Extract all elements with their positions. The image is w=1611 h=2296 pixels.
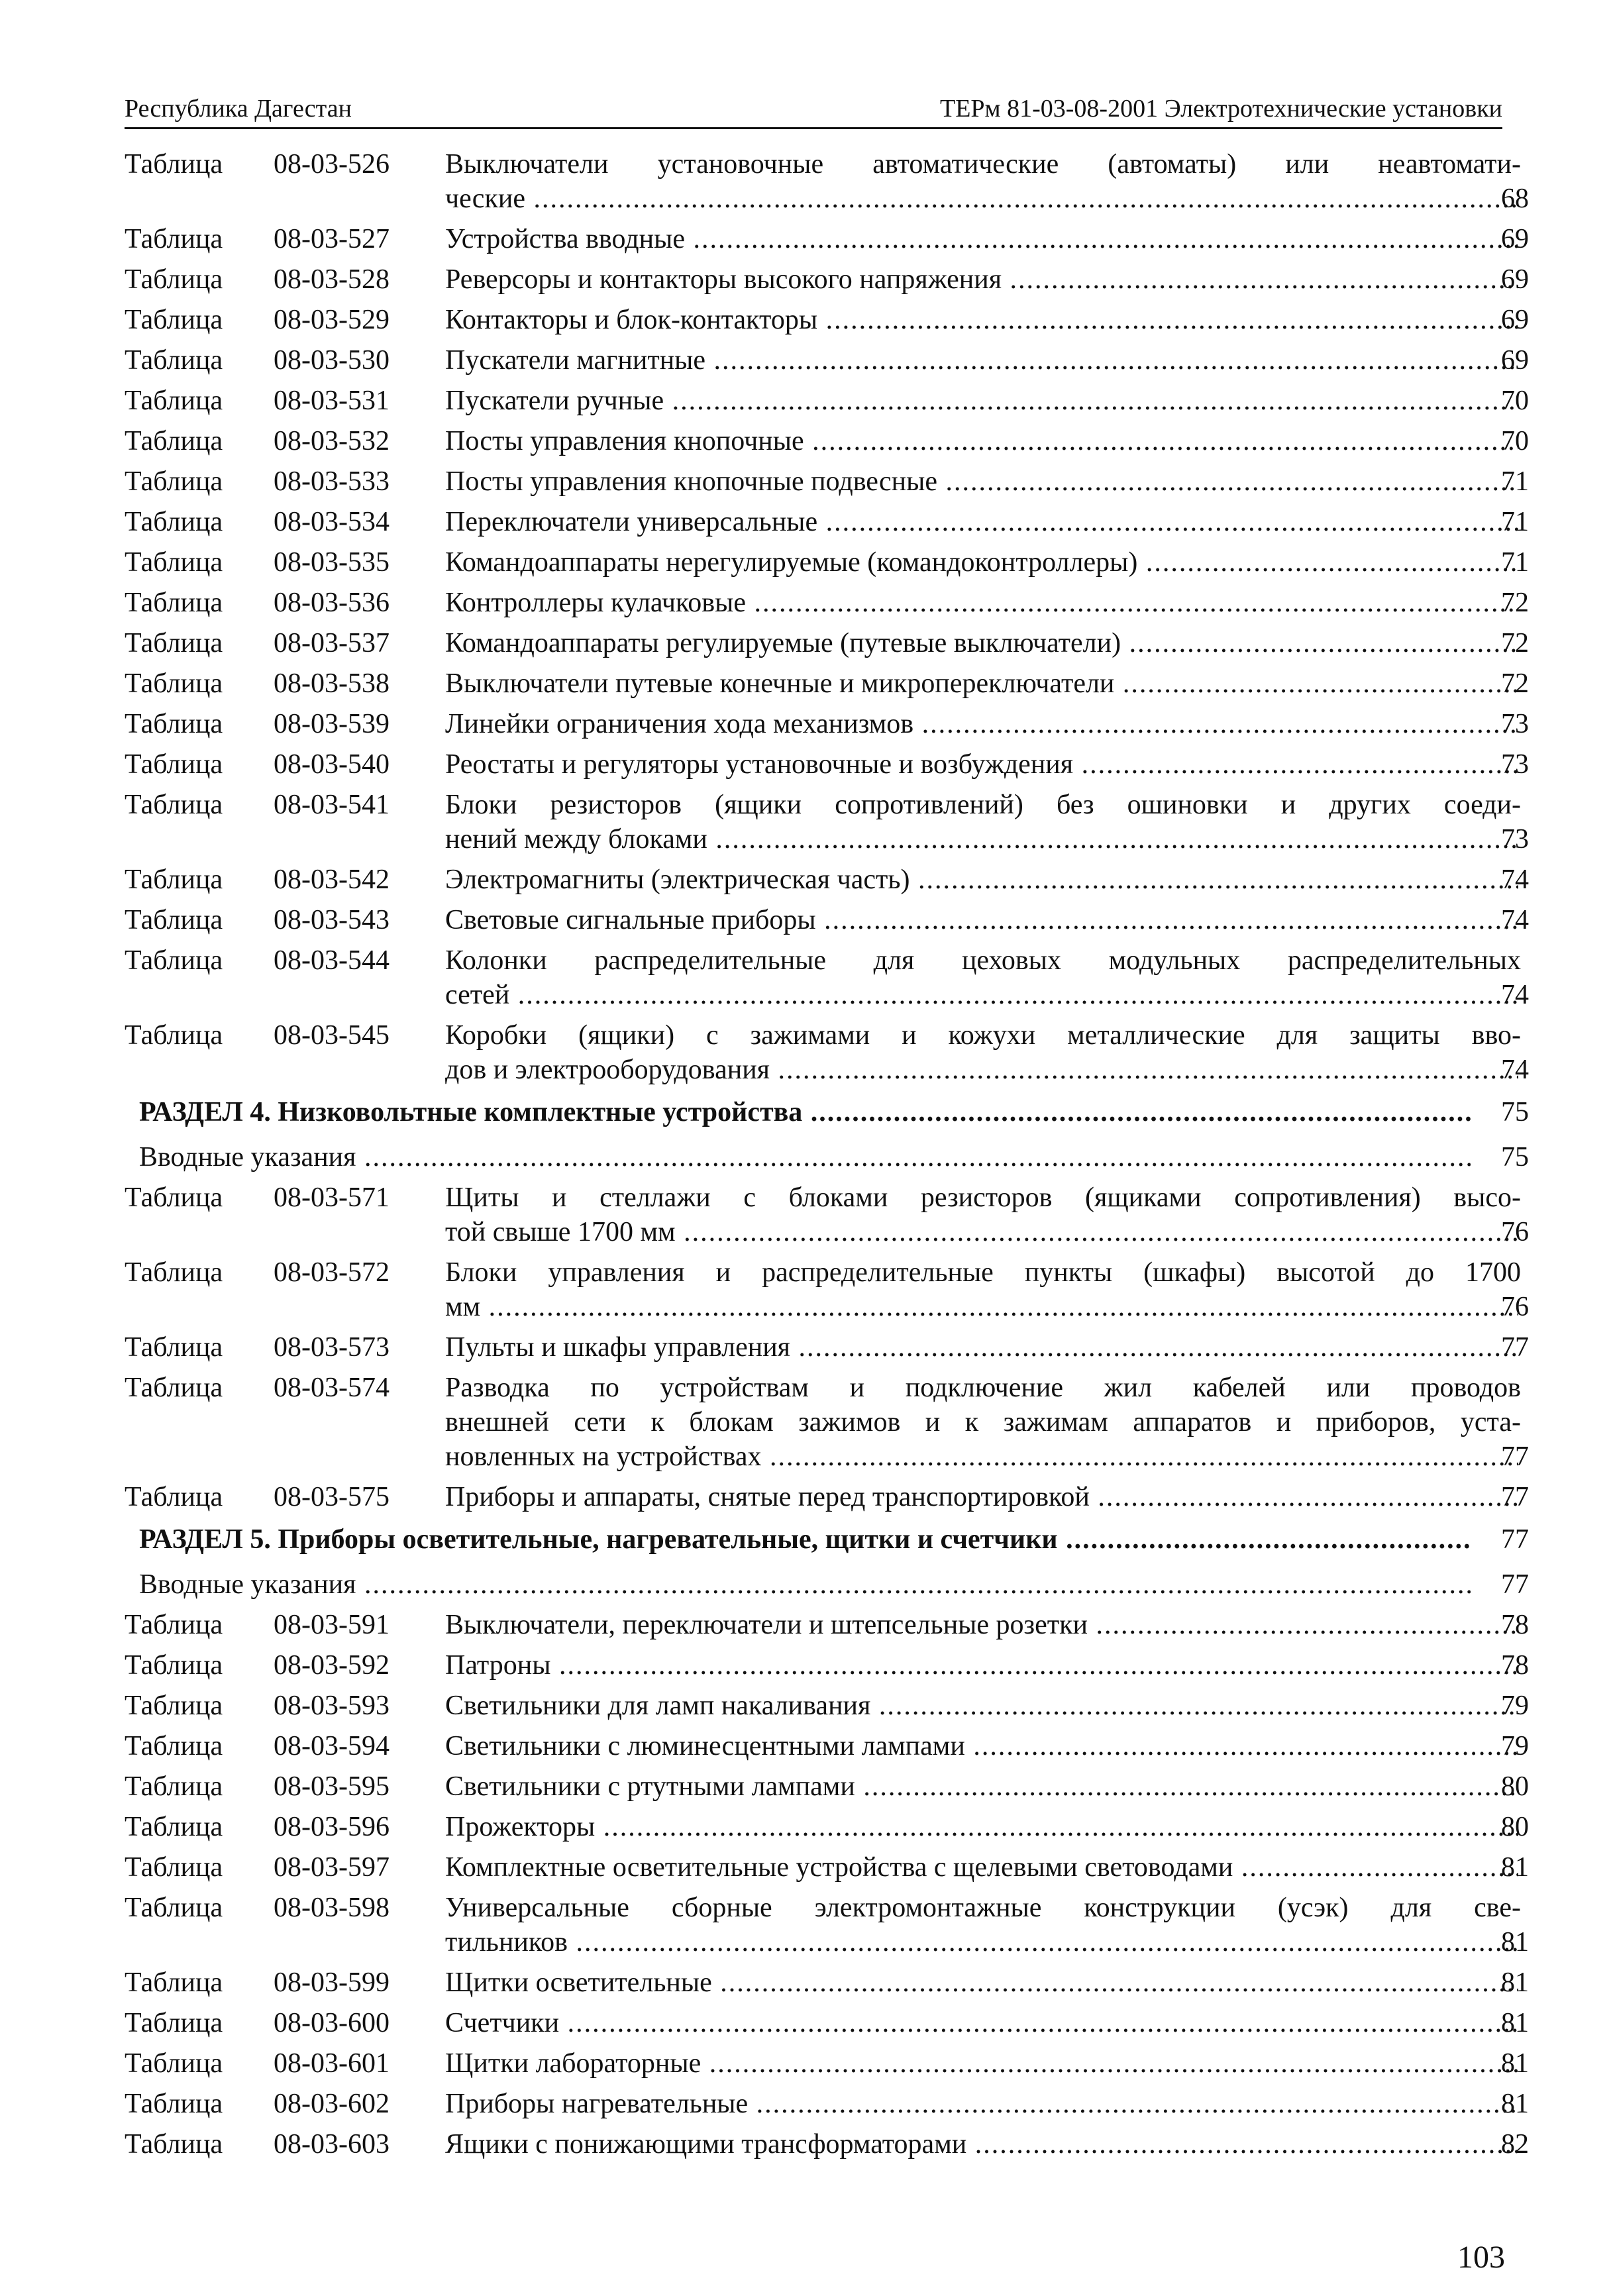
entry-title-line: Светильники для ламп накаливания ..... (445, 1689, 1518, 1723)
entry-code: 08-03-526 (274, 149, 390, 180)
entry-title-line: тильников ..... (445, 1925, 1518, 1959)
entry-label: Таблица (125, 1610, 223, 1640)
entry-title (445, 862, 1521, 897)
entry-code: 08-03-532 (274, 426, 390, 456)
entry-page-number: 71 (1501, 507, 1529, 537)
toc-entry[interactable] (125, 505, 1529, 539)
entry-page-number: 74 (1501, 905, 1529, 935)
entry-code: 08-03-594 (274, 1731, 390, 1761)
intro-page-number: 75 (1501, 1142, 1529, 1173)
toc-entry[interactable] (125, 2087, 1529, 2121)
toc-entry[interactable] (125, 262, 1529, 297)
toc-entry[interactable] (125, 666, 1529, 701)
entry-label: Таблица (125, 628, 223, 658)
entry-title-line: Контроллеры кулачковые ..... (445, 586, 1518, 620)
toc-entry[interactable] (125, 2127, 1529, 2162)
entry-title-line: Световые сигнальные приборы ..... (445, 903, 1518, 937)
entry-code: 08-03-596 (274, 1812, 390, 1842)
entry-title-line: Светильники с люминесцентными лампами ..... (445, 1729, 1518, 1763)
entry-title (445, 1330, 1521, 1365)
toc-entry[interactable] (125, 1769, 1529, 1804)
entry-page-number: 72 (1501, 628, 1529, 658)
entry-label: Таблица (125, 2008, 223, 2038)
toc-entry[interactable] (125, 1891, 1529, 1959)
toc-entry[interactable] (125, 303, 1529, 337)
entry-page-number: 73 (1501, 709, 1529, 739)
entry-label: Таблица (125, 668, 223, 699)
entry-code: 08-03-538 (274, 668, 390, 699)
running-header (125, 93, 1502, 129)
entry-page-number: 81 (1501, 2008, 1529, 2038)
entry-code: 08-03-595 (274, 1771, 390, 1802)
entry-title-line: Пускатели магнитные ..... (445, 343, 1518, 378)
entry-title-line: Линейки ограничения хода механизмов ..... (445, 707, 1518, 741)
entry-label: Таблица (125, 1852, 223, 1883)
toc-entry[interactable] (125, 626, 1529, 660)
table-of-contents (125, 147, 1529, 2167)
entry-label: Таблица (125, 2129, 223, 2160)
entry-title (445, 2087, 1521, 2121)
entry-page-number: 73 (1501, 824, 1529, 855)
entry-label: Таблица (125, 1650, 223, 1681)
entry-title-line: Приборы нагревательные ..... (445, 2087, 1518, 2121)
entry-title (445, 2046, 1521, 2081)
entry-title-line: Ящики с понижающими трансформаторами ..... (445, 2127, 1518, 2162)
toc-entry[interactable] (125, 384, 1529, 418)
toc-entry[interactable] (125, 1689, 1529, 1723)
entry-code: 08-03-542 (274, 864, 390, 895)
entry-page-number: 79 (1501, 1731, 1529, 1761)
entry-code: 08-03-533 (274, 466, 390, 497)
entry-code: 08-03-536 (274, 588, 390, 618)
entry-code: 08-03-545 (274, 1020, 390, 1051)
entry-title (445, 147, 1521, 216)
entry-title-line: Патроны ..... (445, 1648, 1518, 1683)
entry-label: Таблица (125, 1482, 223, 1512)
toc-entry[interactable] (125, 545, 1529, 580)
entry-label: Таблица (125, 426, 223, 456)
entry-label: Таблица (125, 1020, 223, 1051)
entry-page-number: 81 (1501, 1927, 1529, 1957)
entry-title-line: той свыше 1700 мм ..... (445, 1215, 1518, 1249)
entry-title (445, 666, 1521, 701)
entry-page-number: 81 (1501, 1852, 1529, 1883)
entry-label: Таблица (125, 149, 223, 180)
section-heading[interactable] (125, 1522, 1529, 1557)
entry-title (445, 1850, 1521, 1885)
section-page-number: 77 (1501, 1524, 1529, 1555)
entry-code: 08-03-592 (274, 1650, 390, 1681)
entry-code: 08-03-530 (274, 345, 390, 376)
toc-entry[interactable] (125, 464, 1529, 499)
entry-label: Таблица (125, 905, 223, 935)
entry-title-line: Светильники с ртутными лампами ..... (445, 1769, 1518, 1804)
entry-title (445, 1371, 1521, 1474)
entry-code: 08-03-574 (274, 1373, 390, 1403)
entry-label: Таблица (125, 709, 223, 739)
entry-code: 08-03-597 (274, 1852, 390, 1883)
entry-page-number: 73 (1501, 749, 1529, 780)
entry-page-number: 81 (1501, 2089, 1529, 2119)
entry-title (445, 1608, 1521, 1642)
entry-page-number: 77 (1501, 1441, 1529, 1472)
entry-title-line: Реверсоры и контакторы высокого напряжения ..... (445, 262, 1518, 297)
entry-title (445, 2006, 1521, 2040)
entry-page-number: 80 (1501, 1771, 1529, 1802)
entry-title-line: внешней сети к блокам зажимов и к зажимам аппаратов и приборов, уста- (445, 1407, 1521, 1437)
entry-page-number: 69 (1501, 224, 1529, 254)
entry-title (445, 707, 1521, 741)
entry-label: Таблица (125, 1257, 223, 1288)
entry-page-number: 71 (1501, 466, 1529, 497)
entry-title-line: Прожекторы ..... (445, 1810, 1518, 1844)
entry-title (445, 1180, 1521, 1249)
entry-page-number: 81 (1501, 1967, 1529, 1998)
entry-title-line: Устройства вводные ..... (445, 222, 1518, 256)
entry-title-line: Счетчики ..... (445, 2006, 1518, 2040)
entry-title-line: Щиты и стеллажи с блоками резисторов (ящиками сопротивления) высо- (445, 1182, 1521, 1213)
entry-code: 08-03-534 (274, 507, 390, 537)
entry-label: Таблица (125, 945, 223, 976)
entry-label: Таблица (125, 224, 223, 254)
entry-title-line: Посты управления кнопочные ..... (445, 424, 1518, 458)
entry-title-line: Коробки (ящики) с зажимами и кожухи металлические для защиты вво- (445, 1020, 1521, 1051)
intro-text: Вводные указания ..... (139, 1140, 1471, 1174)
entry-code: 08-03-543 (274, 905, 390, 935)
entry-page-number: 70 (1501, 386, 1529, 416)
entry-label: Таблица (125, 386, 223, 416)
entry-title (445, 1965, 1521, 2000)
entry-page-number: 72 (1501, 588, 1529, 618)
toc-entry[interactable] (125, 147, 1529, 216)
toc-entry[interactable] (125, 1648, 1529, 1683)
entry-title (445, 626, 1521, 660)
entry-title (445, 1255, 1521, 1324)
entry-page-number: 69 (1501, 305, 1529, 335)
entry-page-number: 76 (1501, 1217, 1529, 1247)
entry-title-line: сетей ..... (445, 978, 1518, 1012)
entry-code: 08-03-537 (274, 628, 390, 658)
toc-entry[interactable] (125, 1371, 1529, 1474)
entry-label: Таблица (125, 1967, 223, 1998)
entry-page-number: 82 (1501, 2129, 1529, 2160)
entry-code: 08-03-535 (274, 547, 390, 578)
entry-title-line: Командоаппараты нерегулируемые (командоконтроллеры) ..... (445, 545, 1518, 580)
entry-code: 08-03-539 (274, 709, 390, 739)
entry-code: 08-03-531 (274, 386, 390, 416)
entry-title-line: мм ..... (445, 1290, 1518, 1324)
intro-text: Вводные указания ..... (139, 1567, 1471, 1602)
entry-title (445, 343, 1521, 378)
entry-code: 08-03-575 (274, 1482, 390, 1512)
toc-entry[interactable] (125, 1729, 1529, 1763)
entry-title-line: Выключатели установочные автоматические (автоматы) или неавтомати- (445, 149, 1521, 180)
entry-label: Таблица (125, 790, 223, 820)
entry-code: 08-03-573 (274, 1332, 390, 1363)
toc-entry[interactable] (125, 943, 1529, 1012)
entry-label: Таблица (125, 1893, 223, 1923)
entry-label: Таблица (125, 588, 223, 618)
entry-title-line: Выключатели путевые конечные и микропереключатели ..... (445, 666, 1518, 701)
page-number: 103 (1457, 2240, 1505, 2275)
entry-title (445, 747, 1521, 782)
toc-entry[interactable] (125, 424, 1529, 458)
entry-page-number: 81 (1501, 2048, 1529, 2079)
entry-title (445, 1018, 1521, 1087)
entry-title (445, 1769, 1521, 1804)
entry-page-number: 77 (1501, 1332, 1529, 1363)
entry-code: 08-03-571 (274, 1182, 390, 1213)
entry-title (445, 505, 1521, 539)
entry-code: 08-03-544 (274, 945, 390, 976)
toc-entry[interactable] (125, 707, 1529, 741)
entry-code: 08-03-602 (274, 2089, 390, 2119)
entry-code: 08-03-601 (274, 2048, 390, 2079)
entry-title (445, 943, 1521, 1012)
toc-entry[interactable] (125, 1255, 1529, 1324)
entry-title-line: Колонки распределительные для цеховых модульных распределительных (445, 945, 1521, 976)
entry-title-line: Блоки управления и распределительные пункты (шкафы) высотой до 1700 (445, 1257, 1521, 1288)
entry-title-line: Щитки лабораторные ..... (445, 2046, 1518, 2081)
intro-entry[interactable] (125, 1567, 1529, 1602)
entry-code: 08-03-528 (274, 264, 390, 295)
entry-label: Таблица (125, 1731, 223, 1761)
entry-title-line: Контакторы и блок-контакторы ..... (445, 303, 1518, 337)
intro-entry[interactable] (125, 1140, 1529, 1174)
entry-code: 08-03-598 (274, 1893, 390, 1923)
toc-entry[interactable] (125, 2046, 1529, 2081)
entry-title-line: дов и электрооборудования ..... (445, 1053, 1518, 1087)
entry-page-number: 70 (1501, 426, 1529, 456)
entry-title-line: Электромагниты (электрическая часть) ..... (445, 862, 1518, 897)
header-region: Республика Дагестан (125, 95, 352, 123)
entry-title-line: Щитки осветительные ..... (445, 1965, 1518, 2000)
entry-label: Таблица (125, 507, 223, 537)
entry-title (445, 262, 1521, 297)
entry-code: 08-03-600 (274, 2008, 390, 2038)
toc-entry[interactable] (125, 2006, 1529, 2040)
entry-title (445, 1729, 1521, 1763)
toc-entry[interactable] (125, 747, 1529, 782)
section-page-number: 75 (1501, 1097, 1529, 1127)
entry-code: 08-03-527 (274, 224, 390, 254)
toc-entry[interactable] (125, 586, 1529, 620)
entry-page-number: 68 (1501, 183, 1529, 214)
entry-title-line: Посты управления кнопочные подвесные ..... (445, 464, 1518, 499)
entry-title-line: Командоаппараты регулируемые (путевые выключатели) ..... (445, 626, 1518, 660)
entry-title-line: Разводка по устройствам и подключение жил кабелей или проводов (445, 1373, 1521, 1403)
entry-label: Таблица (125, 345, 223, 376)
entry-label: Таблица (125, 1691, 223, 1721)
section-title: РАЗДЕЛ 4. Низковольтные комплектные устройства ..... (139, 1095, 1471, 1129)
entry-page-number: 69 (1501, 345, 1529, 376)
entry-label: Таблица (125, 264, 223, 295)
entry-page-number: 72 (1501, 668, 1529, 699)
toc-entry[interactable] (125, 1480, 1529, 1514)
toc-entry[interactable] (125, 222, 1529, 256)
entry-label: Таблица (125, 2089, 223, 2119)
entry-title (445, 1648, 1521, 1683)
entry-page-number: 74 (1501, 864, 1529, 895)
toc-entry[interactable] (125, 1018, 1529, 1087)
section-heading[interactable] (125, 1095, 1529, 1129)
entry-title-line: Выключатели, переключатели и штепсельные розетки ..... (445, 1608, 1518, 1642)
entry-label: Таблица (125, 2048, 223, 2079)
intro-page-number: 77 (1501, 1569, 1529, 1600)
entry-page-number: 74 (1501, 1055, 1529, 1085)
toc-entry[interactable] (125, 1180, 1529, 1249)
entry-code: 08-03-540 (274, 749, 390, 780)
entry-title (445, 545, 1521, 580)
entry-label: Таблица (125, 1373, 223, 1403)
toc-entry[interactable] (125, 1965, 1529, 2000)
entry-label: Таблица (125, 1812, 223, 1842)
toc-entry[interactable] (125, 1330, 1529, 1365)
entry-page-number: 76 (1501, 1292, 1529, 1322)
entry-title-line: Универсальные сборные электромонтажные конструкции (усэк) для све- (445, 1893, 1521, 1923)
entry-code: 08-03-541 (274, 790, 390, 820)
toc-entry[interactable] (125, 862, 1529, 897)
entry-title (445, 2127, 1521, 2162)
entry-page-number: 78 (1501, 1650, 1529, 1681)
toc-entry[interactable] (125, 1850, 1529, 1885)
entry-page-number: 77 (1501, 1482, 1529, 1512)
toc-entry[interactable] (125, 343, 1529, 378)
entry-title-line: Реостаты и регуляторы установочные и возбуждения ..... (445, 747, 1518, 782)
entry-title (445, 1810, 1521, 1844)
entry-title-line: Блоки резисторов (ящики сопротивлений) без ошиновки и других соеди- (445, 790, 1521, 820)
entry-title (445, 1689, 1521, 1723)
entry-title (445, 586, 1521, 620)
section-title: РАЗДЕЛ 5. Приборы осветительные, нагревательные, щитки и счетчики ..... (139, 1522, 1471, 1557)
entry-page-number: 71 (1501, 547, 1529, 578)
header-document-title: ТЕРм 81-03-08-2001 Электротехнические установки (940, 95, 1502, 123)
entry-code: 08-03-593 (274, 1691, 390, 1721)
entry-title (445, 424, 1521, 458)
entry-title-line: Переключатели универсальные ..... (445, 505, 1518, 539)
entry-page-number: 78 (1501, 1610, 1529, 1640)
entry-title (445, 903, 1521, 937)
entry-label: Таблица (125, 1182, 223, 1213)
entry-code: 08-03-591 (274, 1610, 390, 1640)
entry-label: Таблица (125, 1771, 223, 1802)
entry-code: 08-03-599 (274, 1967, 390, 1998)
entry-title-line: Пульты и шкафы управления ..... (445, 1330, 1518, 1365)
entry-code: 08-03-572 (274, 1257, 390, 1288)
entry-title-line: нений между блоками ..... (445, 822, 1518, 857)
entry-title (445, 1891, 1521, 1959)
entry-title-line: Пускатели ручные ..... (445, 384, 1518, 418)
entry-label: Таблица (125, 749, 223, 780)
toc-entry[interactable] (125, 1810, 1529, 1844)
toc-entry[interactable] (125, 1608, 1529, 1642)
entry-label: Таблица (125, 305, 223, 335)
toc-entry[interactable] (125, 903, 1529, 937)
entry-title (445, 384, 1521, 418)
entry-label: Таблица (125, 466, 223, 497)
toc-entry[interactable] (125, 788, 1529, 857)
entry-title-line: новленных на устройствах ..... (445, 1439, 1518, 1474)
entry-page-number: 79 (1501, 1691, 1529, 1721)
entry-title-line: Приборы и аппараты, снятые перед транспортировкой ..... (445, 1480, 1518, 1514)
entry-title (445, 1480, 1521, 1514)
entry-label: Таблица (125, 1332, 223, 1363)
entry-code: 08-03-529 (274, 305, 390, 335)
entry-title-line: ческие ..... (445, 182, 1518, 216)
entry-page-number: 69 (1501, 264, 1529, 295)
entry-title (445, 222, 1521, 256)
entry-page-number: 80 (1501, 1812, 1529, 1842)
entry-title (445, 464, 1521, 499)
entry-title (445, 788, 1521, 857)
entry-label: Таблица (125, 547, 223, 578)
entry-label: Таблица (125, 864, 223, 895)
entry-code: 08-03-603 (274, 2129, 390, 2160)
entry-title (445, 303, 1521, 337)
entry-title-line: Комплектные осветительные устройства с щелевыми световодами ..... (445, 1850, 1518, 1885)
entry-page-number: 74 (1501, 980, 1529, 1010)
